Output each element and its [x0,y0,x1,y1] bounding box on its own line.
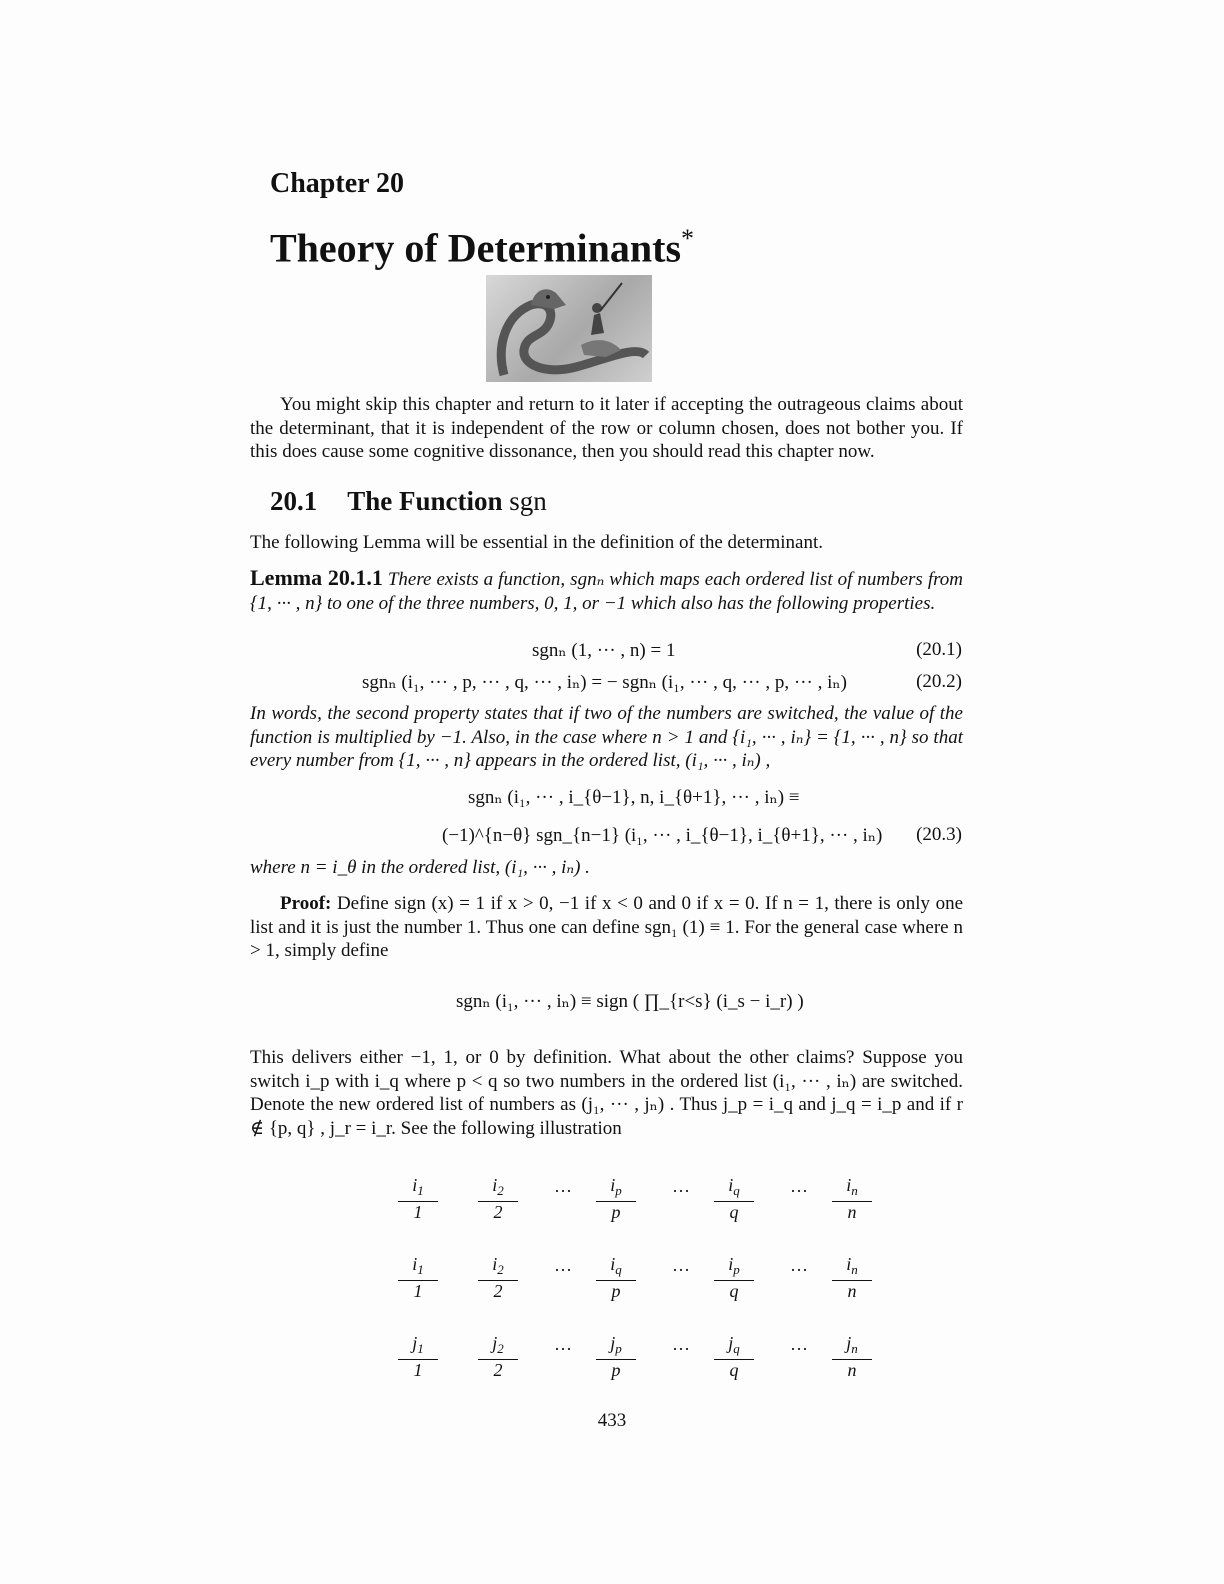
intro-paragraph: You might skip this chapter and return to it later if accepting the outrageous claims about the determinant, that it is independent of the row or column chosen, does not bother you. If this does cause some cognitive dissonance, then you should read this chapter now. [250,394,963,462]
section-function-name: sgn [509,486,547,516]
illustration-value: $j_2$ [478,1333,518,1360]
illustration-value: $j_p$ [596,1333,636,1360]
illustration-position: n [847,1281,857,1301]
illustration-value: $i_p$ [714,1254,754,1281]
section-title: The Function [347,486,503,516]
illustration-position: n [847,1202,857,1222]
illustration-value: $i_p$ [596,1175,636,1202]
illustration-cell [478,1333,518,1381]
page-number: 433 [597,1410,627,1431]
illustration-value: $j_1$ [398,1333,438,1360]
illustration-ellipsis: ··· [554,1260,572,1280]
illustration-value: $i_n$ [832,1254,872,1281]
proof-paragraph [250,892,963,963]
title-text: Theory of Determinants [270,225,682,271]
illustration-value: $i_2$ [478,1175,518,1202]
illustration-position: p [611,1360,621,1380]
illustration-position: n [847,1360,857,1380]
illustration-cell [478,1254,518,1302]
illustration-cell [398,1175,438,1223]
illustration-ellipsis: ··· [554,1181,572,1201]
illustration-ellipsis: ··· [672,1260,690,1280]
illustration-value: $i_n$ [832,1175,872,1202]
illustration-value: $i_1$ [398,1254,438,1281]
illustration-position: p [611,1202,621,1222]
proof-continuation: This delivers either −1, 1, or 0 by definition. What about the other claims? Suppose you switch i_p with i_q where p < q so two numbers in the ordered list (i₁, ··· , iₙ) are switched. Denote the new ordered list of numbers as (j₁, ··· , jₙ) . Thus j_p = i_q and j_q = i_p and if r ∉ {p, q} , j_r = i_r. See the following illustration [250,1047,963,1139]
illustration-cell [832,1175,872,1223]
illustration-ellipsis: ··· [790,1181,808,1201]
illustration-position: 2 [493,1202,503,1222]
equation-20-3-line2: (−1)^{n−θ} sgn_{n−1} (i₁, ··· , i_{θ−1}, i_{θ+1}, ··· , iₙ) [442,825,883,846]
illustration-ellipsis: ··· [554,1339,572,1359]
dragon-knight-illustration [486,275,652,382]
illustration-value: $j_n$ [832,1333,872,1360]
illustration-cell [398,1254,438,1302]
lemma-text: There exists a function, sgnₙ which maps each ordered list of numbers from {1, ··· , n} to one of the three numbers, 0, 1, or −1 which also has the following properties. [250,569,964,614]
proof-label: Proof: [280,893,332,914]
title-footnote-mark: * [681,224,695,253]
equation-20-2: sgnₙ (i₁, ··· , p, ··· , q, ··· , iₙ) = − sgnₙ (i₁, ··· , q, ··· , p, ··· , iₙ) [362,672,847,693]
equation-20-1: sgnₙ (1, ··· , n) = 1 [532,640,676,661]
illustration-position: p [611,1281,621,1301]
illustration-cell [596,1175,636,1223]
equation-20-3-line1: sgnₙ (i₁, ··· , i_{θ−1}, n, i_{θ+1}, ··· , iₙ) ≡ [468,787,800,808]
lemma-statement [250,566,963,615]
illustration-cell [832,1254,872,1302]
illustration-cell [596,1254,636,1302]
lemma-label: Lemma 20.1.1 [250,565,383,590]
illustration-value: $i_1$ [398,1175,438,1202]
illustration-position: 1 [413,1202,423,1222]
illustration-cell [714,1254,754,1302]
illustration-position: 1 [413,1360,423,1380]
illustration-position: q [729,1281,739,1301]
lemma-words-paragraph: In words, the second property states that if two of the numbers are switched, the value of the function is multiplied by −1. Also, in the case where n > 1 and {i₁, ··· , iₙ} = {1, ··· , n} so that every number from {1, ··· , n} appears in the ordered list, (i₁, ··· , iₙ) , [250,703,963,771]
equation-number-20-3: (20.3) [916,824,962,845]
illustration-cell [398,1333,438,1381]
illustration-value: $i_q$ [714,1175,754,1202]
proof-text: Define sign (x) = 1 if x > 0, −1 if x < 0 and 0 if x = 0. If n = 1, there is only one list and it is just the number 1. Thus one can define sgn₁ (1) ≡ 1. For the general case where n > 1, simply define [250,893,964,961]
illustration-cell [478,1175,518,1223]
illustration-cell [714,1333,754,1381]
illustration-position: q [729,1202,739,1222]
illustration-position: 2 [493,1281,503,1301]
illustration-value: $i_q$ [596,1254,636,1281]
illustration-ellipsis: ··· [790,1260,808,1280]
illustration-ellipsis: ··· [672,1181,690,1201]
lemma-where-line: where n = i_θ in the ordered list, (i₁, ··· , iₙ) . [250,857,590,878]
illustration-position: q [729,1360,739,1380]
section-intro: The following Lemma will be essential in the definition of the determinant. [250,532,824,553]
sign-definition-equation: sgnₙ (i₁, ··· , iₙ) ≡ sign ( ∏_{r<s} (i_s − i_r) ) [456,991,804,1012]
illustration-ellipsis: ··· [672,1339,690,1359]
illustration-value: $i_2$ [478,1254,518,1281]
equation-number-20-2: (20.2) [916,671,962,692]
illustration-position: 1 [413,1281,423,1301]
illustration-position: 2 [493,1360,503,1380]
chapter-title [270,224,694,271]
equation-number-20-1: (20.1) [916,639,962,660]
illustration-cell [596,1333,636,1381]
section-number: 20.1 [270,486,318,516]
illustration-ellipsis: ··· [790,1339,808,1359]
illustration-value: $j_q$ [714,1333,754,1360]
illustration-cell [832,1333,872,1381]
illustration-cell [714,1175,754,1223]
chapter-label: Chapter 20 [270,168,405,199]
section-heading [270,486,547,517]
